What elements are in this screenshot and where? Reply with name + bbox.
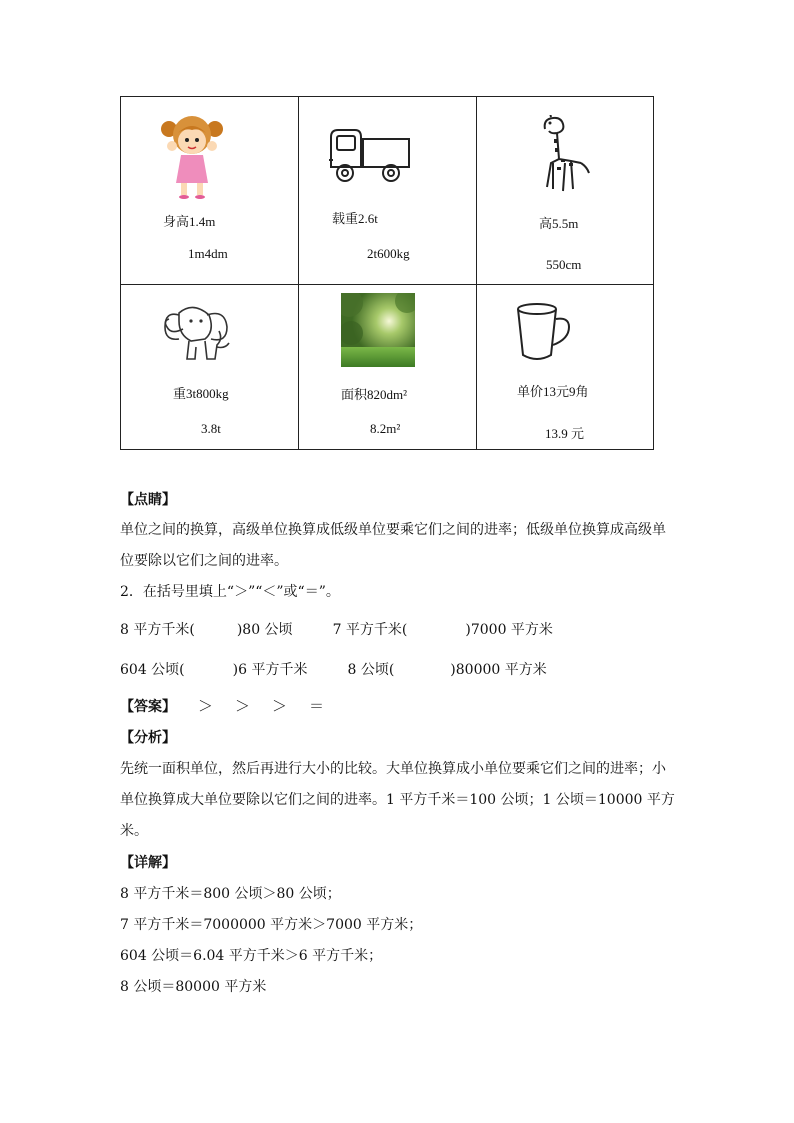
analysis-line: 米。 (120, 823, 148, 839)
question-item-left: 7 平方千米( (332, 622, 408, 638)
answer-symbol: ＞ (198, 697, 214, 715)
cell-value: 2t600kg (367, 246, 410, 261)
cell-label: 单价13元9角 (517, 384, 589, 399)
cup-icon (515, 301, 573, 363)
cell-label: 重3t800kg (173, 386, 229, 401)
cell-giraffe-height (477, 97, 653, 285)
tips-line: 位要除以它们之间的进率。 (120, 553, 288, 569)
cell-label: 身高1.4m (163, 214, 216, 229)
cell-value: 1m4dm (188, 246, 228, 261)
cell-elephant-weight (121, 285, 299, 449)
giraffe-icon (537, 115, 591, 193)
answer-symbol: ＞ (235, 697, 251, 715)
tips-line: 单位之间的换算，高级单位换算成低级单位要乘它们之间的进率；低级单位换算成高级单 (120, 522, 666, 538)
question-title: 2．在括号里填上“＞”“＜”或“＝”。 (120, 584, 340, 600)
detail-line: 604 公顷＝6.04 平方千米＞6 平方千米； (120, 948, 383, 964)
cell-value: 550cm (546, 257, 582, 272)
cell-cup-price (477, 285, 653, 449)
answer-symbol: ＞ (272, 697, 288, 715)
question-item-right: )80000 平方米 (450, 662, 547, 678)
answer-heading: 【答案】 (120, 699, 176, 715)
detail-line: 8 公顷＝80000 平方米 (120, 979, 267, 995)
elephant-icon (161, 301, 235, 363)
analysis-heading: 【分析】 (120, 730, 176, 746)
cell-label: 高5.5m (539, 216, 579, 231)
cell-truck-load (299, 97, 477, 285)
cell-label: 载重2.6t (332, 211, 378, 226)
detail-line: 8 平方千米＝800 公顷＞80 公顷； (120, 886, 341, 902)
question-row (120, 660, 547, 680)
cell-value: 8.2m² (370, 421, 401, 436)
question-item-left: 8 平方千米( (120, 622, 195, 638)
detail-heading: 【详解】 (120, 855, 176, 871)
analysis-line: 先统一面积单位，然后再进行大小的比较。大单位换算成小单位要乘它们之间的进率；小 (120, 761, 666, 777)
truck-icon (329, 127, 411, 183)
cell-value: 3.8t (201, 421, 221, 436)
question-item-left: 8 公顷( (347, 662, 395, 678)
unit-table (120, 96, 654, 450)
question-item-right: )6 平方千米 (232, 662, 308, 678)
girl-icon (159, 113, 225, 199)
detail-line: 7 平方千米＝7000000 平方米＞7000 平方米； (120, 917, 423, 933)
answer-symbol: ＝ (309, 697, 325, 715)
analysis-line: 单位换算成大单位要除以它们之间的进率。1 平方千米＝100 公顷；1 公顷＝10000 平方 (120, 792, 675, 808)
question-item-right: )7000 平方米 (465, 622, 553, 638)
tips-heading: 【点睛】 (120, 492, 176, 508)
answer-line (120, 696, 324, 717)
lawn-photo (341, 293, 415, 367)
cell-value: 13.9 元 (545, 426, 585, 441)
question-item-right: )80 公顷 (236, 622, 293, 638)
cell-girl-height (121, 97, 299, 285)
question-item-left: 604 公顷( (120, 662, 185, 678)
question-row (120, 620, 553, 640)
cell-lawn-area (299, 285, 477, 449)
cell-label: 面积820dm² (341, 387, 408, 402)
